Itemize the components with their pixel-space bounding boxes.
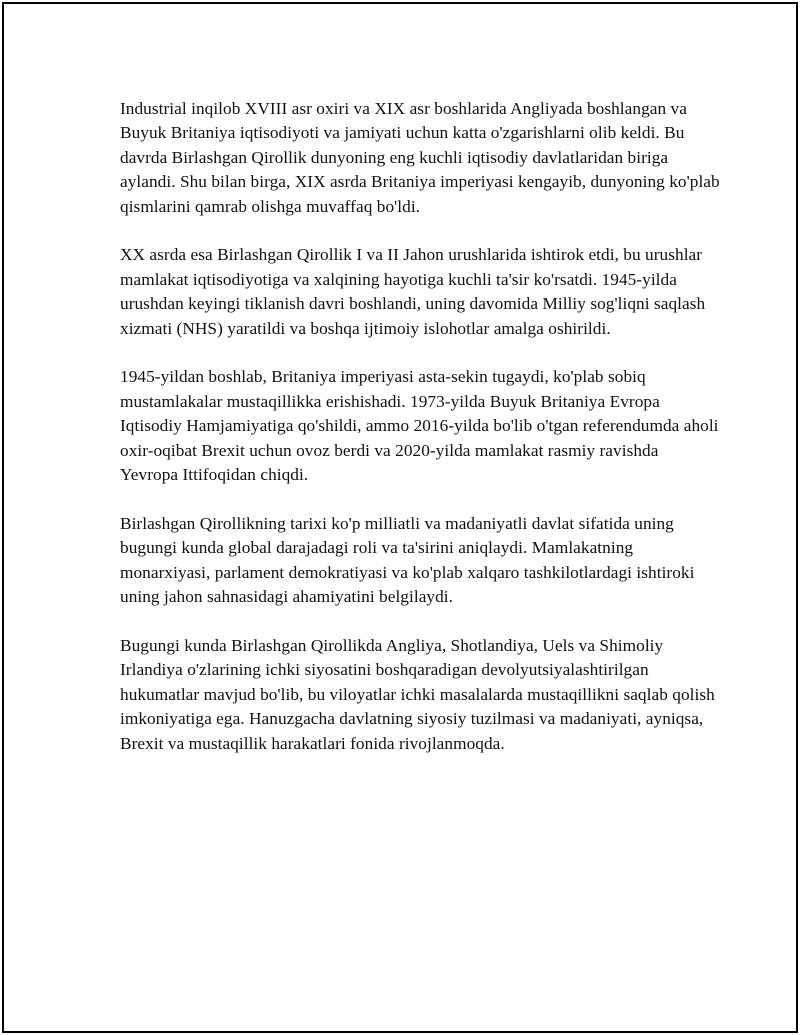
paragraph-post-1945: 1945-yildan boshlab, Britaniya imperiyasi asta-sekin tugaydi, ko'plab sobiq mustamlakalar mustaqillikka erishishadi. 1973-yilda Buyuk Britaniya Evropa Iqtisodiy Hamjamiyatiga qo'shildi, ammo 2016-yilda bo'lib o'tgan referendumda aholi oxir-oqibat Brexit uchun ovoz berdi va 2020-yilda mamlakat rasmiy ravishda Yevropa Ittifoqidan chiqdi.	[120, 367, 719, 485]
document-page	[2, 2, 798, 1033]
paragraph-multinational-history: Birlashgan Qirollikning tarixi ko'p milliatli va madaniyatli davlat sifatida uning bugungi kunda global darajadagi roli va ta'sirini aniqlaydi. Mamlakatning monarxiyasi, parlament demokratiyasi va ko'plab xalqaro tashkilotlardagi ishtiroki uning jahon sahnasidagi ahamiyatini belgilaydi.	[120, 513, 695, 607]
paragraph-devolution: Bugungi kunda Birlashgan Qirollikda Angliya, Shotlandiya, Uels va Shimoliy Irlandiya o'zlarining ichki siyosatini boshqaradigan devolyutsiyalashtirilgan hukumatlar mavjud bo'lib, bu viloyatlar ichki masalalarda mustaqillikni saqlab qolish imkoniyatiga ega. Hanuzgacha davlatning siyosiy tuzilmasi va madaniyati, ayniqsa, Brexit va mustaqillik harakatlari fonida rivojlanmoqda.	[120, 635, 715, 753]
paragraph-twentieth-century: XX asrda esa Birlashgan Qirollik I va II Jahon urushlarida ishtirok etdi, bu urushlar mamlakat iqtisodiyotiga va xalqining hayotiga kuchli ta'sir ko'rsatdi. 1945-yilda urushdan keyingi tiklanish davri boshlandi, uning davomida Milliy sog'liqni saqlash xizmati (NHS) yaratildi va boshqa ijtimoiy islohotlar amalga oshirildi.	[120, 245, 706, 338]
paragraph-industrial-revolution: Industrial inqilob XVIII asr oxiri va XIX asr boshlarida Angliyada boshlangan va Buyuk Britaniya iqtisodiyoti va jamiyati uchun katta o'zgarishlarni olib keldi. Bu davrda Birlashgan Qirollik dunyoning eng kuchli iqtisodiy davlatlaridan biriga aylandi. Shu bilan birga, XIX asrda Britaniya imperiyasi kengayib, dunyoning ko'plab qismlarini qamrab olishga muvaffaq bo'ldi.	[120, 99, 720, 216]
document-body	[120, 97, 720, 780]
